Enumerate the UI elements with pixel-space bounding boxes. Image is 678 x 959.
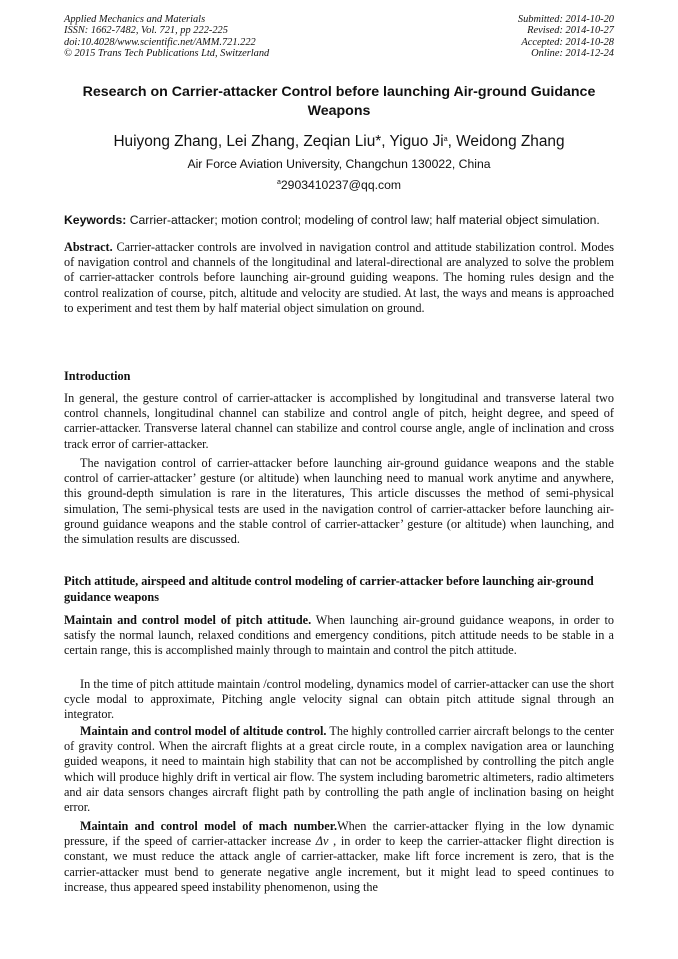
paper-title: Research on Carrier-attacker Control before launching Air-ground Guidance Weapons xyxy=(82,84,596,119)
keywords-text: Carrier-attacker; motion control; modeling of control law; half material object simulation. xyxy=(126,213,600,227)
altitude-control-paragraph xyxy=(64,724,614,815)
revised-date: Revised: 2014-10-27 xyxy=(527,25,614,37)
section-heading-control-modeling: Pitch attitude, airspeed and altitude control modeling of carrier-attacker before launching air-ground guidance weapons xyxy=(64,574,594,604)
delta-v-symbol: Δv xyxy=(315,834,329,849)
abstract-label: Abstract. xyxy=(64,240,113,254)
abstract xyxy=(64,240,614,316)
altitude-control-subheading: Maintain and control model of altitude control. xyxy=(80,724,327,738)
pitch-attitude-text: When launching air-ground guidance weapons, in order to satisfy the normal launch, relaxed conditions and emergency conditions, pitch attitude needs to be stable in a certain range, this is accomplished mainly through to maintain and control the pitch attitude. xyxy=(64,613,614,658)
journal-name: Applied Mechanics and Materials xyxy=(64,14,206,25)
mach-number-text-a: When the carrier-attacker flying in the low dynamic pressure, if the speed of carrier-attacker increase xyxy=(64,819,614,849)
email-address: 2903410237@qq.com xyxy=(280,178,402,192)
journal-info-header xyxy=(64,14,269,59)
altitude-control-text: The highly controlled carrier aircraft belongs to the center of gravity control. When the aircraft flights at a great circle route, in a complex navigation area or launching guided weapons, it need to maintain high stability that can not be accomplished by controlling the pitch angle which will produce highly drift in vertical air flow. The system including barometric altimeters, radio altimeters and air data sensors changes aircraft flight path by controlling the path angle of inclination basing on height error. xyxy=(64,724,614,815)
pitch-attitude-paragraph-2: In the time of pitch attitude maintain /control modeling, dynamics model of carrier-attacker can use the short cycle modal to approximate, Pitching angle velocity signal can obtain pitch attitude signal through an integrator. xyxy=(64,677,614,722)
authors-main: Huiyong Zhang, Lei Zhang, Zeqian Liu*, Yiguo Ji xyxy=(113,133,444,150)
submitted-date: Submitted: 2014-10-20 xyxy=(517,14,614,25)
doi: doi:10.4028/www.scientific.net/AMM.721.222 xyxy=(64,36,256,48)
dates-header xyxy=(518,14,614,59)
author-superscript: a xyxy=(443,136,448,143)
mach-number-subheading: Maintain and control model of mach number. xyxy=(80,819,338,833)
keywords xyxy=(64,213,624,227)
online-date: Online: 2014-12-24 xyxy=(531,47,614,59)
section-heading-introduction: Introduction xyxy=(64,369,131,383)
issn-volume: ISSN: 1662-7482, Vol. 721, pp 222-225 xyxy=(64,25,228,37)
accepted-date: Accepted: 2014-10-28 xyxy=(521,36,614,48)
email-line xyxy=(64,178,614,192)
abstract-text: Carrier-attacker controls are involved in navigation control and attitude stabilization control. Modes of navigation control and channels of the longitudinal and lateral-directional are analyzed to solve the problem of carrier-attacker controls before launching air-ground guiding weapons. The homing rules design and the control realization of course, pitch, altitude and velocity are studied. At last, the ways and means is approached to experiment and test them by half material object simulation on ground. xyxy=(64,240,614,315)
pitch-attitude-paragraph xyxy=(64,613,614,659)
pitch-attitude-subheading: Maintain and control model of pitch attitude. xyxy=(64,613,312,627)
author-list xyxy=(64,133,614,151)
intro-paragraph-1: In general, the gesture control of carrier-attacker is accomplished by longitudinal and transverse lateral two control channels, longitudinal channel can stabilize and control angle of pitch, height degree, and speed of carrier-attacker. Transverse lateral channel can stabilize and control course angle, angle of inclination and cross track error of carrier-attacker. xyxy=(64,391,614,451)
keywords-label: Keywords: xyxy=(64,213,127,227)
copyright: © 2015 Trans Tech Publications Ltd, Switzerland xyxy=(64,47,270,59)
email-superscript: a xyxy=(276,179,281,186)
mach-number-text-b: , in order to keep the carrier-attacker flight direction is constant, we must reduce the attack angle of carrier-attacker, make lift force increment is zero, that is the carrier-attacker must bend to generate negative angle increment, but it might lead to speed continues to increase, thus appeared speed instability phenomenon, using the xyxy=(64,834,614,894)
affiliation: Air Force Aviation University, Changchun 130022, China xyxy=(187,157,491,171)
intro-paragraph-2: The navigation control of carrier-attacker before launching air-ground guidance weapons and the stable control of carrier-attacker’ gesture (or altitude) when launching need to manual work anytime and anywhere, this ground-depth simulation is rare in the literatures, This article discusses the method of semi-physical simulation, The semi-physical tests are used in the navigation control of carrier-attacker before launching air-ground guidance weapons and the stable control of carrier-attacker’ gesture (or altitude) when launching, and the simulation results are discussed. xyxy=(64,456,614,547)
authors-tail: , Weidong Zhang xyxy=(447,133,565,150)
mach-number-paragraph xyxy=(64,819,614,895)
